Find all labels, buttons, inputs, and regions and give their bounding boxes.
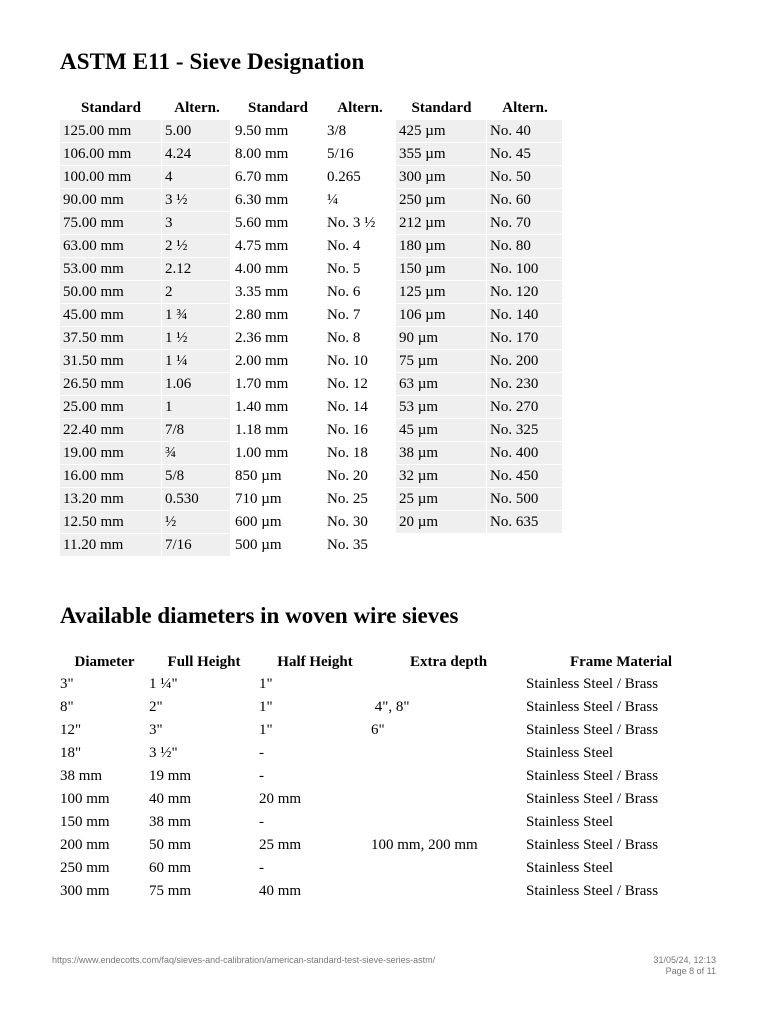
sieve-cell: 20 µm (396, 511, 487, 534)
sieve-cell: 2.12 (162, 258, 232, 281)
woven-cell: Stainless Steel (526, 860, 614, 876)
sieve-cell: No. 100 (487, 258, 563, 281)
sieve-cell: 19.00 mm (60, 442, 162, 465)
sieve-cell: 0.265 (324, 166, 396, 189)
woven-header-row (60, 651, 716, 673)
woven-cell: 38 mm (60, 768, 103, 784)
header-diameter: Diameter (74, 653, 135, 670)
woven-cell: 6" (371, 722, 385, 738)
sieve-cell: 212 µm (396, 212, 487, 235)
sieve-cell: No. 500 (487, 488, 563, 511)
sieve-cell: No. 60 (487, 189, 563, 212)
woven-cell: 1 ¼" (149, 676, 178, 692)
sieve-cell: 1 ¼ (162, 350, 232, 373)
woven-cell: 40 mm (259, 883, 302, 899)
woven-cell (371, 880, 526, 903)
sieve-cell: 45 µm (396, 419, 487, 442)
woven-section-title: Available diameters in woven wire sieves (60, 603, 459, 628)
sieve-cell: No. 5 (324, 258, 396, 281)
woven-cell: Stainless Steel (526, 745, 614, 761)
woven-row (60, 857, 716, 880)
sieve-cell: 7/8 (162, 419, 232, 442)
sieve-cell: 4.00 mm (232, 258, 324, 281)
sieve-cell: No. 6 (324, 281, 396, 304)
sieve-cell: 3/8 (324, 120, 396, 143)
woven-cell: 2" (149, 699, 163, 715)
woven-cell (371, 673, 526, 696)
woven-cell: Stainless Steel / Brass (526, 791, 659, 807)
sieve-cell: 3 ½ (162, 189, 232, 212)
sieve-row (60, 212, 563, 235)
sieve-cell: 3.35 mm (232, 281, 324, 304)
sieve-cell: 12.50 mm (60, 511, 162, 534)
sieve-cell: No. 3 ½ (324, 212, 396, 235)
header-frame-material: Frame Material (569, 653, 673, 670)
sieve-cell: No. 270 (487, 396, 563, 419)
sieve-cell: No. 12 (324, 373, 396, 396)
woven-cell: 3" (149, 722, 163, 738)
sieve-cell: No. 120 (487, 281, 563, 304)
sieve-cell: No. 50 (487, 166, 563, 189)
footer-url: https://www.endecotts.com/faq/sieves-and-calibration/american-standard-test-sieve-series-astm/ (52, 955, 436, 965)
sieve-row (60, 488, 563, 511)
sieve-row (60, 465, 563, 488)
sieve-cell: 1.40 mm (232, 396, 324, 419)
sieve-cell: No. 14 (324, 396, 396, 419)
woven-cell: 38 mm (149, 814, 192, 830)
woven-cell: 100 mm (60, 791, 110, 807)
sieve-row (60, 350, 563, 373)
woven-row (60, 696, 716, 719)
sieve-row (60, 442, 563, 465)
sieve-cell: 5.00 (162, 120, 232, 143)
woven-cell: 4", 8" (371, 699, 410, 715)
sieve-row (60, 373, 563, 396)
sieve-cell: No. 10 (324, 350, 396, 373)
woven-cell: - (259, 814, 264, 830)
woven-cell: 40 mm (149, 791, 192, 807)
woven-cell: - (259, 745, 264, 761)
woven-cell: - (259, 768, 264, 784)
header-full-height: Full Height (167, 653, 241, 670)
woven-cell: 1" (259, 699, 273, 715)
sieve-cell: ¼ (324, 189, 396, 212)
woven-cell: 20 mm (259, 791, 302, 807)
sieve-cell: 425 µm (396, 120, 487, 143)
woven-cell: 150 mm (60, 814, 110, 830)
sieve-cell: 25.00 mm (60, 396, 162, 419)
sieve-cell: 300 µm (396, 166, 487, 189)
sieve-cell: 75 µm (396, 350, 487, 373)
sieve-cell: No. 25 (324, 488, 396, 511)
sieve-cell: No. 200 (487, 350, 563, 373)
woven-cell: 3 ½" (149, 745, 178, 761)
woven-row (60, 673, 716, 696)
sieve-cell: No. 80 (487, 235, 563, 258)
sieve-cell: 63 µm (396, 373, 487, 396)
sieve-cell: 5/8 (162, 465, 232, 488)
sieve-cell: 2 (162, 281, 232, 304)
woven-row (60, 880, 716, 903)
sieve-cell: 1 ¾ (162, 304, 232, 327)
woven-cell: 1" (259, 722, 273, 738)
sieve-row (60, 327, 563, 350)
sieve-cell: 2.36 mm (232, 327, 324, 350)
sieve-cell: 150 µm (396, 258, 487, 281)
woven-cell: 300 mm (60, 883, 110, 899)
sieve-row (60, 419, 563, 442)
sieve-cell: 90.00 mm (60, 189, 162, 212)
sieve-cell: 2.80 mm (232, 304, 324, 327)
sieve-row (60, 120, 563, 143)
sieve-cell (396, 534, 487, 557)
woven-cell (371, 857, 526, 880)
sieve-cell: 250 µm (396, 189, 487, 212)
sieve-cell: 1 ½ (162, 327, 232, 350)
sieve-cell: No. 18 (324, 442, 396, 465)
footer-page-info (653, 955, 716, 977)
woven-cell: 8" (60, 699, 74, 715)
woven-cell: 60 mm (149, 860, 192, 876)
sieve-cell: 710 µm (232, 488, 324, 511)
sieve-cell: No. 35 (324, 534, 396, 557)
sieve-cell: No. 30 (324, 511, 396, 534)
sieve-row (60, 304, 563, 327)
sieve-cell: 16.00 mm (60, 465, 162, 488)
header-extra-depth: Extra depth (409, 653, 488, 670)
sieve-cell: 8.00 mm (232, 143, 324, 166)
sieve-row (60, 166, 563, 189)
woven-cell: 1" (259, 676, 273, 692)
sieve-row (60, 235, 563, 258)
sieve-cell: 106 µm (396, 304, 487, 327)
sieve-cell: 26.50 mm (60, 373, 162, 396)
sieve-cell: ½ (162, 511, 232, 534)
sieve-cell: 180 µm (396, 235, 487, 258)
sieve-cell: 37.50 mm (60, 327, 162, 350)
sieve-cell: 9.50 mm (232, 120, 324, 143)
woven-cell: Stainless Steel / Brass (526, 768, 659, 784)
sieve-cell: No. 400 (487, 442, 563, 465)
sieve-cell: 22.40 mm (60, 419, 162, 442)
sieve-cell: 32 µm (396, 465, 487, 488)
sieve-cell: 11.20 mm (60, 534, 162, 557)
woven-cell: Stainless Steel / Brass (526, 837, 659, 853)
sieve-cell: 2.00 mm (232, 350, 324, 373)
woven-sieves-table (60, 651, 716, 903)
sieve-cell: No. 20 (324, 465, 396, 488)
header-half-height: Half Height (277, 653, 353, 670)
sieve-row (60, 396, 563, 419)
sieve-cell: 3 (162, 212, 232, 235)
woven-cell: 50 mm (149, 837, 192, 853)
sieve-cell: ¾ (162, 442, 232, 465)
sieve-cell: No. 70 (487, 212, 563, 235)
woven-cell: Stainless Steel (526, 814, 614, 830)
sieve-cell: 500 µm (232, 534, 324, 557)
sieve-cell: 5/16 (324, 143, 396, 166)
sieve-cell: 1.06 (162, 373, 232, 396)
sieve-cell: 1.00 mm (232, 442, 324, 465)
woven-cell: 12" (60, 722, 82, 738)
sieve-cell: 600 µm (232, 511, 324, 534)
woven-row (60, 811, 716, 834)
sieve-cell: 850 µm (232, 465, 324, 488)
header-altern-3: Altern. (502, 100, 548, 116)
sieve-cell: 4.24 (162, 143, 232, 166)
woven-cell: 25 mm (259, 837, 302, 853)
woven-cell: 250 mm (60, 860, 110, 876)
sieve-cell: 2 ½ (162, 235, 232, 258)
sieve-cell: No. 635 (487, 511, 563, 534)
woven-cell (371, 742, 526, 765)
sieve-cell: No. 170 (487, 327, 563, 350)
sieve-cell: 75.00 mm (60, 212, 162, 235)
woven-cell: 19 mm (149, 768, 192, 784)
sieve-designation-table (60, 97, 563, 557)
page-title: ASTM E11 - Sieve Designation (60, 49, 365, 74)
sieve-cell: 13.20 mm (60, 488, 162, 511)
sieve-cell: No. 45 (487, 143, 563, 166)
sieve-cell: 100.00 mm (60, 166, 162, 189)
woven-cell: 200 mm (60, 837, 110, 853)
woven-row (60, 742, 716, 765)
sieve-cell: 53 µm (396, 396, 487, 419)
header-standard-3: Standard (411, 100, 472, 116)
sieve-cell: 50.00 mm (60, 281, 162, 304)
woven-cell: - (259, 860, 264, 876)
sieve-row (60, 534, 563, 557)
sieve-cell: 38 µm (396, 442, 487, 465)
sieve-cell: 1.70 mm (232, 373, 324, 396)
woven-cell: 18" (60, 745, 82, 761)
woven-cell: Stainless Steel / Brass (526, 699, 659, 715)
header-altern-1: Altern. (174, 100, 220, 116)
woven-row (60, 788, 716, 811)
woven-cell (371, 788, 526, 811)
header-standard-1: Standard (80, 100, 142, 116)
sieve-cell: 6.70 mm (232, 166, 324, 189)
sieve-cell: 1.18 mm (232, 419, 324, 442)
woven-cell (371, 811, 526, 834)
sieve-cell: 106.00 mm (60, 143, 162, 166)
woven-row (60, 719, 716, 742)
sieve-cell: No. 230 (487, 373, 563, 396)
woven-cell: Stainless Steel / Brass (526, 722, 659, 738)
sieve-header-row (60, 97, 563, 120)
woven-cell: Stainless Steel / Brass (526, 883, 659, 899)
sieve-row (60, 281, 563, 304)
sieve-cell: 6.30 mm (232, 189, 324, 212)
woven-row (60, 834, 716, 857)
sieve-row (60, 143, 563, 166)
sieve-cell: No. 7 (324, 304, 396, 327)
woven-row (60, 765, 716, 788)
woven-cell: Stainless Steel / Brass (526, 676, 659, 692)
header-altern-2: Altern. (337, 100, 383, 116)
woven-cell: 75 mm (149, 883, 192, 899)
sieve-cell: 5.60 mm (232, 212, 324, 235)
woven-cell: 3" (60, 676, 74, 692)
sieve-cell: 45.00 mm (60, 304, 162, 327)
sieve-cell: No. 16 (324, 419, 396, 442)
sieve-cell: 63.00 mm (60, 235, 162, 258)
sieve-row (60, 511, 563, 534)
sieve-cell: No. 325 (487, 419, 563, 442)
sieve-cell: 1 (162, 396, 232, 419)
sieve-cell: No. 40 (487, 120, 563, 143)
sieve-cell: 25 µm (396, 488, 487, 511)
sieve-cell: No. 4 (324, 235, 396, 258)
sieve-cell: No. 8 (324, 327, 396, 350)
sieve-cell (487, 534, 563, 557)
sieve-cell: 4.75 mm (232, 235, 324, 258)
sieve-cell: 53.00 mm (60, 258, 162, 281)
sieve-row (60, 189, 563, 212)
sieve-row (60, 258, 563, 281)
woven-cell (371, 765, 526, 788)
sieve-cell: 7/16 (162, 534, 232, 557)
sieve-cell: No. 450 (487, 465, 563, 488)
sieve-cell: 90 µm (396, 327, 487, 350)
sieve-cell: 4 (162, 166, 232, 189)
sieve-cell: No. 140 (487, 304, 563, 327)
sieve-cell: 0.530 (162, 488, 232, 511)
woven-cell: 100 mm, 200 mm (371, 837, 478, 853)
sieve-cell: 355 µm (396, 143, 487, 166)
footer-page-number: Page 8 of 11 (665, 966, 716, 976)
sieve-cell: 31.50 mm (60, 350, 162, 373)
header-standard-2: Standard (247, 100, 309, 116)
sieve-cell: 125.00 mm (60, 120, 162, 143)
sieve-cell: 125 µm (396, 281, 487, 304)
footer-datetime: 31/05/24, 12:13 (653, 955, 716, 965)
